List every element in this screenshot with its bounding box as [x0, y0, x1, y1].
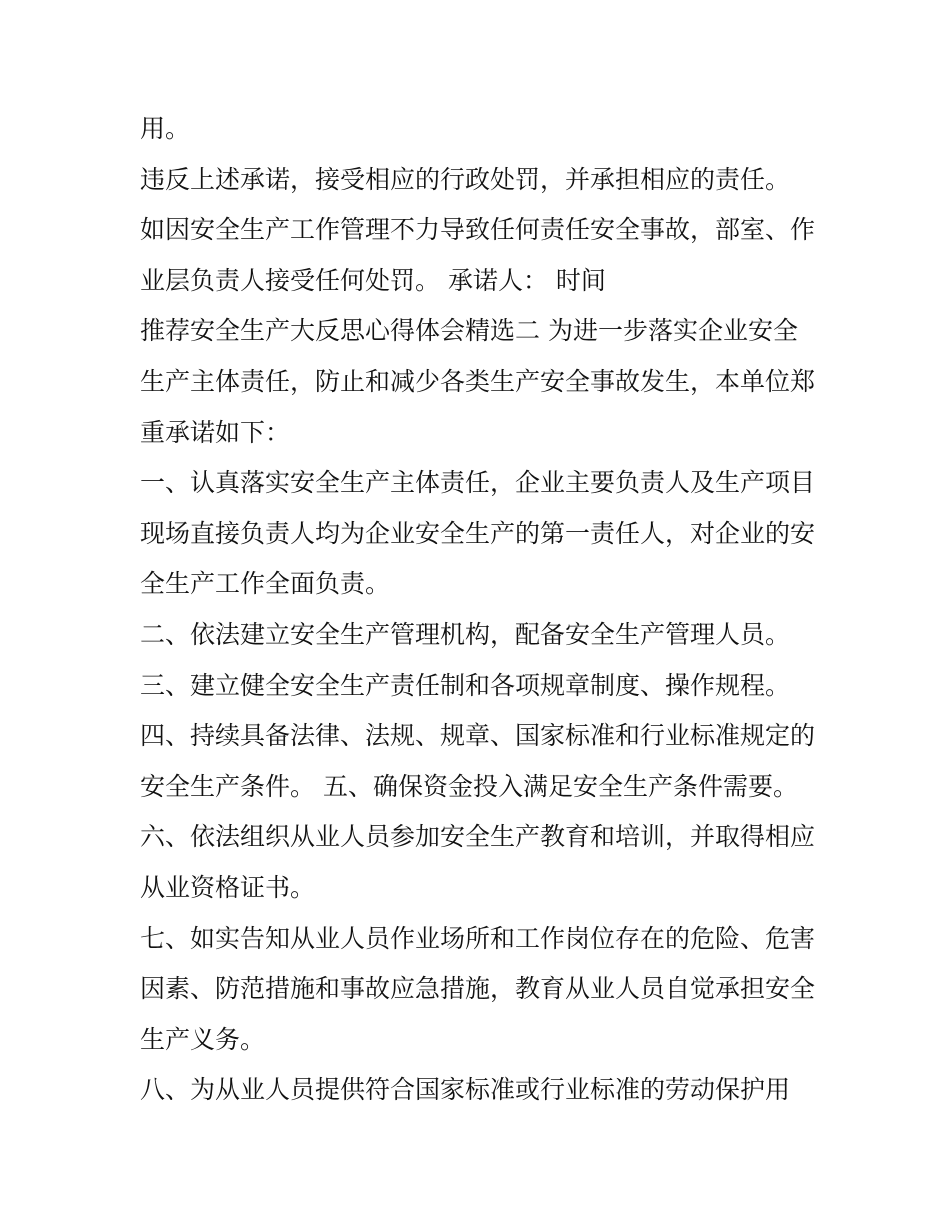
text-line: 因素、防范措施和事故应急措施，教育从业人员自觉承担安全 [140, 974, 816, 1004]
text-line: 六、依法组织从业人员参加安全生产教育和培训，并取得相应 [140, 822, 816, 852]
text-line: 三、建立健全安全生产责任制和各项规章制度、操作规程。 [140, 670, 791, 700]
text-line: 全生产工作全面负责。 [140, 569, 391, 599]
text-line: 二、依法建立安全生产管理机构，配备安全生产管理人员。 [140, 619, 791, 649]
text-line: 生产义务。 [140, 1024, 266, 1054]
text-line: 从业资格证书。 [140, 872, 316, 902]
text-line: 推荐安全生产大反思心得体会精选二 为进一步落实企业安全 [140, 316, 798, 346]
text-line: 用。 [140, 114, 191, 143]
text-line: 七、如实告知从业人员作业场所和工作岗位存在的危险、危害 [140, 923, 816, 953]
text-line: 业层负责人接受任何处罚。 承诺人： 时间 [140, 265, 606, 295]
document-body [140, 104, 820, 1116]
text-line: 违反上述承诺，接受相应的行政处罚，并承担相应的责任。 [140, 164, 791, 194]
text-line: 重承诺如下： [140, 417, 291, 447]
text-line: 一、认真落实安全生产主体责任，企业主要负责人及生产项目 [140, 468, 816, 498]
text-line: 安全生产条件。 五、确保资金投入满足安全生产条件需要。 [140, 771, 798, 801]
text-line: 四、持续具备法律、法规、规章、国家标准和行业标准规定的 [140, 721, 816, 751]
text-line: 现场直接负责人均为企业安全生产的第一责任人，对企业的安 [140, 518, 816, 548]
text-line: 生产主体责任，防止和减少各类生产安全事故发生，本单位郑 [140, 366, 816, 396]
text-line: 八、为从业人员提供符合国家标准或行业标准的劳动保护用 [140, 1075, 791, 1105]
text-line: 如因安全生产工作管理不力导致任何责任安全事故，部室、作 [140, 215, 816, 245]
